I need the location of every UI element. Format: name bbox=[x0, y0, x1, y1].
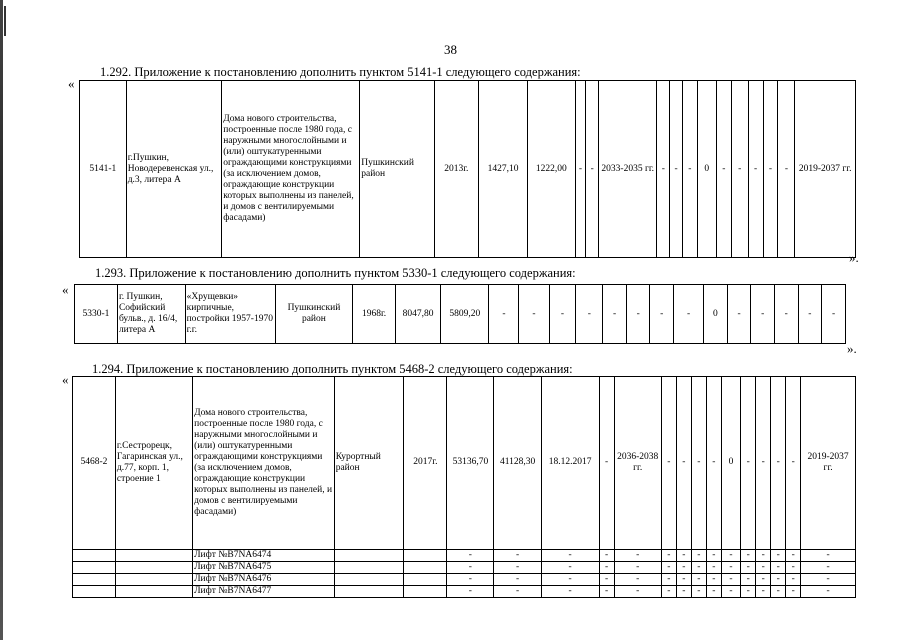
cell-dash: - bbox=[706, 585, 721, 597]
cell-dash: - bbox=[576, 285, 603, 344]
cell-dash: - bbox=[801, 549, 856, 561]
cell-zero: 0 bbox=[704, 285, 728, 344]
cell-dash: - bbox=[603, 285, 627, 344]
cell-dash: - bbox=[778, 81, 795, 258]
section-heading-1292: 1.292. Приложение к постановлению дополнить пунктом 5141-1 следующего содержания: bbox=[100, 65, 581, 79]
close-quote: ». bbox=[847, 341, 857, 356]
lift-label: Лифт №B7NA6474 bbox=[193, 549, 335, 561]
address: г. Пушкин, Софийский бульв., д. 16/4, литера А bbox=[117, 285, 185, 344]
cell-dash: - bbox=[706, 377, 721, 550]
table-row bbox=[73, 377, 856, 550]
lift-row bbox=[73, 585, 856, 597]
building-type: «Хрущевки» кирпичные, постройки 1957-1970 г.г. bbox=[185, 285, 275, 344]
row-number: 5141-1 bbox=[80, 81, 127, 258]
cell-dash: - bbox=[741, 561, 756, 573]
lift-row bbox=[73, 573, 856, 585]
cell-dash: - bbox=[661, 561, 676, 573]
cell-dash: - bbox=[756, 585, 771, 597]
cell-dash: - bbox=[494, 573, 541, 585]
cell-dash: - bbox=[614, 561, 661, 573]
cell-dash: - bbox=[741, 573, 756, 585]
year: 2017г. bbox=[404, 377, 447, 550]
cell-dash: - bbox=[748, 81, 763, 258]
area-living: 5809,20 bbox=[441, 285, 489, 344]
cell-dash: - bbox=[741, 377, 756, 550]
open-quote: « bbox=[68, 76, 75, 91]
cell-dash: - bbox=[447, 585, 494, 597]
open-quote: « bbox=[62, 282, 69, 297]
cell-dash: - bbox=[489, 285, 519, 344]
cell-dash: - bbox=[771, 549, 786, 561]
cell-dash: - bbox=[774, 285, 798, 344]
cell-dash: - bbox=[721, 549, 740, 561]
period-1: 2033-2035 гг. bbox=[599, 81, 657, 258]
cell-dash: - bbox=[670, 81, 683, 258]
cell-dash: - bbox=[771, 585, 786, 597]
cell-dash: - bbox=[676, 561, 691, 573]
cell-dash: - bbox=[741, 585, 756, 597]
cell-dash: - bbox=[575, 81, 586, 258]
area-total: 53136,70 bbox=[447, 377, 494, 550]
cell-dash: - bbox=[751, 285, 775, 344]
row-number: 5330-1 bbox=[75, 285, 118, 344]
cell-dash: - bbox=[549, 285, 576, 344]
cell-dash: - bbox=[801, 573, 856, 585]
cell-zero: 0 bbox=[721, 377, 740, 550]
cell-dash: - bbox=[676, 573, 691, 585]
cell-dash: - bbox=[494, 585, 541, 597]
building-type: Дома нового строительства, построенные после 1980 года, с наружными многослойными и (или) оштукатуренными ограждающими конструкциями (за исключением домов, ограждающие конструкции которых выполнены из панелей, и домов с вентилируемыми фасадами) bbox=[222, 81, 360, 258]
page-number: 38 bbox=[444, 42, 457, 57]
cell-dash: - bbox=[447, 549, 494, 561]
cell-dash: - bbox=[801, 585, 856, 597]
building-type: Дома нового строительства, построенные после 1980 года, с наружными многослойными и (или) оштукатуренными ограждающими конструкциями (за исключением домов, ограждающие конструкции которых выполнены из панелей, и домов с вентилируемыми фасадами) bbox=[193, 377, 335, 550]
district: Курортный район bbox=[334, 377, 404, 550]
cell-dash: - bbox=[721, 561, 740, 573]
cell-dash: - bbox=[614, 573, 661, 585]
cell-dash: - bbox=[771, 561, 786, 573]
cell-dash: - bbox=[756, 573, 771, 585]
area-total: 1427,10 bbox=[479, 81, 528, 258]
year: 1968г. bbox=[353, 285, 396, 344]
close-quote: ». bbox=[849, 250, 859, 265]
year: 2013г. bbox=[434, 81, 479, 258]
cell-dash: - bbox=[447, 561, 494, 573]
area-living: 41128,30 bbox=[494, 377, 541, 550]
table-5330-1 bbox=[74, 284, 846, 344]
cell-dash: - bbox=[650, 285, 674, 344]
table-5468-2 bbox=[72, 376, 856, 598]
date: 18.12.2017 bbox=[541, 377, 599, 550]
cell-dash: - bbox=[614, 549, 661, 561]
cell-dash: - bbox=[519, 285, 549, 344]
cell-dash: - bbox=[731, 81, 748, 258]
address: г.Пушкин, Новодеревенская ул., д.3, литера А bbox=[126, 81, 222, 258]
table-row bbox=[80, 81, 856, 258]
cell-dash: - bbox=[691, 549, 706, 561]
cell-dash: - bbox=[798, 285, 822, 344]
area-total: 8047,80 bbox=[396, 285, 441, 344]
section-heading-1294: 1.294. Приложение к постановлению дополнить пунктом 5468-2 следующего содержания: bbox=[92, 362, 573, 376]
cell-dash: - bbox=[727, 285, 751, 344]
cell-dash: - bbox=[786, 549, 801, 561]
scan-edge bbox=[0, 0, 3, 640]
cell-dash: - bbox=[674, 285, 704, 344]
cell-dash: - bbox=[786, 585, 801, 597]
cell-dash: - bbox=[741, 549, 756, 561]
scan-mark bbox=[4, 6, 6, 36]
cell-dash: - bbox=[763, 81, 778, 258]
cell-dash: - bbox=[786, 561, 801, 573]
cell-dash: - bbox=[599, 585, 614, 597]
cell-dash: - bbox=[801, 561, 856, 573]
cell-dash: - bbox=[599, 573, 614, 585]
cell-dash: - bbox=[756, 377, 771, 550]
period-2: 2019-2037 гг. bbox=[795, 81, 856, 258]
cell-dash: - bbox=[661, 573, 676, 585]
cell-dash: - bbox=[657, 81, 670, 258]
cell-dash: - bbox=[626, 285, 650, 344]
cell-dash: - bbox=[541, 549, 599, 561]
cell-dash: - bbox=[691, 561, 706, 573]
period-2: 2019-2037 гг. bbox=[801, 377, 856, 550]
cell-dash: - bbox=[599, 377, 614, 550]
cell-dash: - bbox=[721, 585, 740, 597]
cell-dash: - bbox=[756, 549, 771, 561]
cell-dash: - bbox=[614, 585, 661, 597]
cell-dash: - bbox=[541, 573, 599, 585]
cell-dash: - bbox=[786, 377, 801, 550]
district: Пушкинский район bbox=[360, 81, 434, 258]
cell-dash: - bbox=[661, 377, 676, 550]
cell-dash: - bbox=[706, 561, 721, 573]
cell-dash: - bbox=[716, 81, 731, 258]
area-living: 1222,00 bbox=[527, 81, 575, 258]
section-heading-1293: 1.293. Приложение к постановлению дополнить пунктом 5330-1 следующего содержания: bbox=[95, 266, 576, 280]
cell-dash: - bbox=[691, 377, 706, 550]
cell-dash: - bbox=[586, 81, 599, 258]
cell-dash: - bbox=[691, 573, 706, 585]
lift-label: Лифт №B7NA6475 bbox=[193, 561, 335, 573]
address: г.Сестрорецк, Гагаринская ул., д.77, корп. 1, строение 1 bbox=[115, 377, 192, 550]
cell-dash: - bbox=[706, 549, 721, 561]
cell-dash: - bbox=[599, 549, 614, 561]
cell-dash: - bbox=[541, 585, 599, 597]
lift-label: Лифт №B7NA6476 bbox=[193, 573, 335, 585]
lift-label: Лифт №B7NA6477 bbox=[193, 585, 335, 597]
cell-dash: - bbox=[541, 561, 599, 573]
table-row bbox=[75, 285, 846, 344]
cell-dash: - bbox=[661, 549, 676, 561]
cell-dash: - bbox=[682, 81, 697, 258]
cell-dash: - bbox=[691, 585, 706, 597]
row-number: 5468-2 bbox=[73, 377, 116, 550]
cell-dash: - bbox=[661, 585, 676, 597]
cell-dash: - bbox=[447, 573, 494, 585]
cell-dash: - bbox=[494, 561, 541, 573]
cell-dash: - bbox=[786, 573, 801, 585]
lift-row bbox=[73, 549, 856, 561]
cell-dash: - bbox=[706, 573, 721, 585]
cell-dash: - bbox=[599, 561, 614, 573]
cell-dash: - bbox=[676, 377, 691, 550]
cell-dash: - bbox=[721, 573, 740, 585]
cell-dash: - bbox=[676, 585, 691, 597]
cell-dash: - bbox=[771, 377, 786, 550]
cell-dash: - bbox=[494, 549, 541, 561]
district: Пушкинский район bbox=[275, 285, 352, 344]
cell-zero: 0 bbox=[697, 81, 716, 258]
lift-row bbox=[73, 561, 856, 573]
cell-dash: - bbox=[822, 285, 846, 344]
cell-dash: - bbox=[676, 549, 691, 561]
table-5141-1 bbox=[79, 80, 856, 258]
cell-dash: - bbox=[771, 573, 786, 585]
period-1: 2036-2038 гг. bbox=[614, 377, 661, 550]
open-quote: « bbox=[62, 372, 69, 387]
cell-dash: - bbox=[756, 561, 771, 573]
